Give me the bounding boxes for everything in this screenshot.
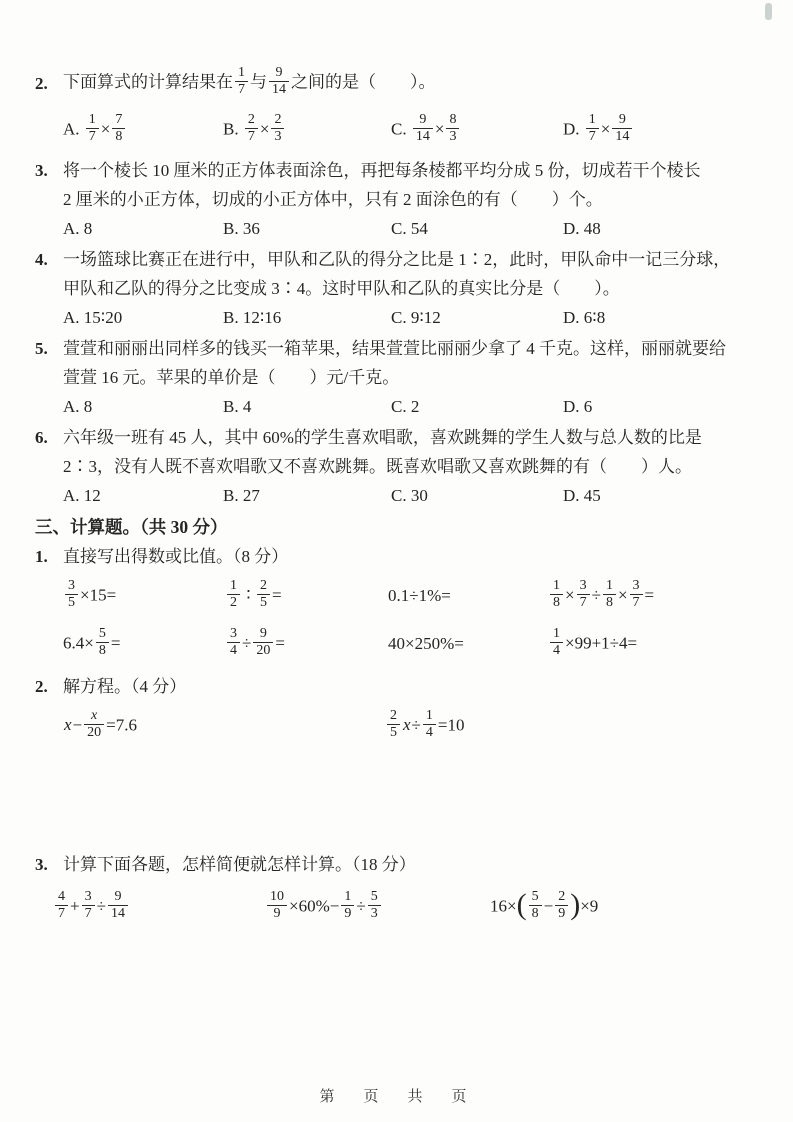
calc-expression: 0.1÷1%=	[388, 586, 451, 605]
calc-expression: $\frac{1}{8}$ × $\frac{3}{7}$ ÷ $\frac{1}{8}$ × $\frac{3}{7}$ =	[548, 580, 743, 613]
option-a: A. $\frac{1}{7}$ × $\frac{7}{8}$	[63, 114, 223, 147]
calc-row-2	[63, 620, 743, 668]
option-b: B. 27	[223, 486, 260, 505]
question-text-line1: 六年级一班有 45 人，其中 60%的学生喜欢唱歌，喜欢跳舞的学生人数与总人数的比是	[63, 428, 702, 447]
options-row	[63, 214, 743, 243]
question-2	[35, 60, 743, 154]
question-text-line1: 将一个棱长 10 厘米的正方体表面涂色，再把每条棱都平均分成 5 份，切成若干个棱长	[63, 161, 701, 180]
calc-expression: $\frac{3}{5}$ ×15=	[63, 580, 225, 613]
question-number: 4.	[35, 250, 48, 269]
options-row	[63, 481, 743, 510]
question-stem	[35, 245, 743, 274]
equation-1: x− $\frac{x}{20}$ =7.6	[64, 707, 137, 740]
option-c: C. $\frac{9}{14}$ × $\frac{8}{3}$	[391, 114, 563, 147]
option-d: D. $\frac{1}{7}$ × $\frac{9}{14}$	[563, 114, 743, 147]
page-footer: 第 页 共 页	[319, 1088, 474, 1105]
calc-expression: $\frac{3}{4}$ ÷ $\frac{9}{20}$ =	[225, 628, 388, 661]
option-a: A. 8	[63, 397, 93, 416]
question-6	[35, 423, 743, 510]
option-d: D. 48	[563, 219, 601, 238]
subsection-1-title	[35, 542, 743, 572]
option-a: A. 15∶20	[63, 308, 123, 327]
subsection-number: 3.	[35, 855, 48, 874]
option-c: C. 2	[391, 397, 420, 416]
question-number: 3.	[35, 161, 48, 180]
question-number: 2.	[35, 73, 48, 93]
question-text-line2: 2 厘米的小正方体，切成的小正方体中，只有 2 面涂色的有（ ）个。	[63, 190, 603, 209]
subsection-title-text: 计算下面各题，怎样简便就怎样计算。（18 分）	[63, 855, 416, 874]
question-stem	[35, 60, 743, 106]
question-text-line2: 甲队和乙队的得分之比变成 3∶4。这时甲队和乙队的真实比分是（ ）。	[63, 279, 620, 298]
question-stem-math: 下面算式的计算结果在 $\frac{1}{7}$ 与 $\frac{9}{14}$ 之间的是（ ）。	[63, 64, 436, 97]
option-a: A. 8	[63, 219, 93, 238]
option-d: D. 6∶8	[563, 308, 606, 327]
work-space	[35, 750, 743, 850]
option-b: B. $\frac{2}{7}$ × $\frac{2}{3}$	[223, 114, 391, 147]
subsection-number: 1.	[35, 547, 48, 566]
option-b: B. 36	[223, 219, 260, 238]
question-3	[35, 156, 743, 243]
question-4	[35, 245, 743, 332]
option-d: D. 6	[563, 397, 593, 416]
question-text-line1: 一场篮球比赛正在进行中，甲队和乙队的得分之比是 1∶2，此时，甲队命中一记三分球，	[63, 250, 731, 269]
options-row	[63, 303, 743, 332]
question-stem	[35, 334, 743, 363]
expression-1: $\frac{4}{7}$ + $\frac{3}{7}$ ÷ $\frac{9}{14}$	[53, 891, 265, 924]
scrollbar-thumb[interactable]	[765, 3, 772, 20]
equations-row	[63, 702, 743, 750]
section-title: 三、计算题。（共 30 分）	[35, 517, 228, 537]
options-row	[63, 392, 743, 421]
calc-expression: $\frac{1}{2}$ ∶ $\frac{2}{5}$ =	[225, 580, 388, 613]
question-stem	[35, 156, 743, 185]
question-stem	[35, 423, 743, 452]
option-a: A. 12	[63, 486, 101, 505]
equation-2: $\frac{2}{5}$ x÷ $\frac{1}{4}$ =10	[385, 710, 743, 743]
calc-expression: 6.4× $\frac{5}{8}$ =	[63, 625, 121, 658]
question-text-line2: 萱萱 16 元。苹果的单价是（ ）元/千克。	[63, 368, 400, 387]
options-row	[63, 106, 743, 154]
calc-row-1	[63, 572, 743, 620]
option-b: B. 4	[223, 397, 252, 416]
question-number: 5.	[35, 339, 48, 358]
subsection-3-title	[35, 850, 743, 880]
option-b: B. 12∶16	[223, 308, 282, 327]
option-c: C. 54	[391, 219, 428, 238]
question-text-line1: 萱萱和丽丽出同样多的钱买一箱苹果，结果萱萱比丽丽少拿了 4 千克。这样，丽丽就要给	[63, 339, 726, 358]
question-text-line2: 2∶3，没有人既不喜欢唱歌又不喜欢跳舞。既喜欢唱歌又喜欢跳舞的有（ ）人。	[63, 457, 692, 476]
question-5	[35, 334, 743, 421]
calc-expression: $\frac{1}{4}$ ×99+1÷4=	[548, 628, 743, 661]
option-d: D. 45	[563, 486, 601, 505]
option-c: C. 9∶12	[391, 308, 441, 327]
subsection-number: 2.	[35, 677, 48, 696]
simplify-expressions-row	[53, 880, 743, 934]
subsection-title-text: 解方程。（4 分）	[63, 677, 187, 696]
calc-expression: 40×250%=	[388, 634, 464, 653]
subsection-title-text: 直接写出得数或比值。（8 分）	[63, 547, 289, 566]
expression-3: 16×( $\frac{5}{8}$ − $\frac{2}{9}$ )×9	[490, 888, 599, 921]
subsection-2-title	[35, 672, 743, 702]
option-c: C. 30	[391, 486, 428, 505]
question-number: 6.	[35, 428, 48, 447]
expression-2: $\frac{10}{9}$ ×60%− $\frac{1}{9}$ ÷ $\frac{5}{3}$	[265, 891, 490, 924]
